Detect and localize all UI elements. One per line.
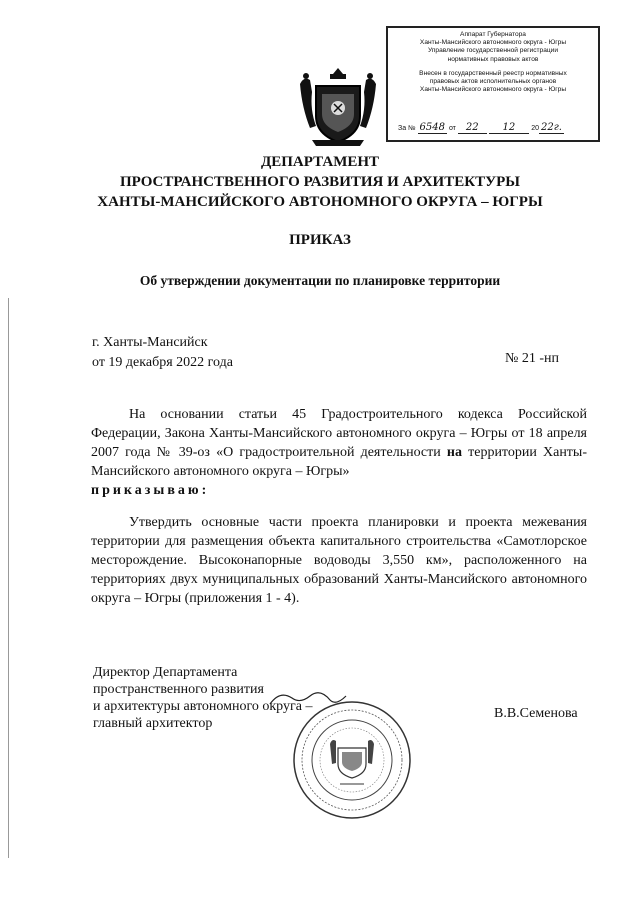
dept-line-2: ПРОСТРАНСТВЕННОГО РАЗВИТИЯ И АРХИТЕКТУРЫ	[119, 174, 521, 190]
reg-year-prefix: 20	[531, 124, 540, 132]
position-line-3: и архитектуры автономного округа –	[93, 699, 313, 714]
dept-line-3: ХАНТЫ-МАНСИЙСКОГО АВТОНОМНОГО ОКРУГА – ЮГРЫ	[97, 194, 543, 210]
stamp-line: Аппарат Губернатора	[460, 31, 526, 38]
place-date	[92, 333, 233, 373]
registration-stamp	[386, 26, 600, 142]
order-date: от 19 декабря 2022 года	[92, 355, 233, 370]
official-seal-icon	[290, 698, 414, 822]
stamp-registration-line	[398, 121, 592, 133]
reg-number: 6548	[419, 121, 445, 133]
stamp-line: Управление государственной регистрации	[427, 47, 559, 55]
preamble-paragraph	[91, 405, 587, 500]
order-paragraph: Утвердить основные части проекта планировки и проекта межевания территории для размещения объекта капитального строительства «Самотлорское месторождение. Высоконапорные водоводы 3,550 км», расположенного на территориях двух муниципальных образований Ханты-Мансийского автономного округа – Югры (приложения 1 - 4).	[91, 515, 587, 606]
preamble-bold-word: на	[446, 445, 462, 460]
stamp-line: Ханты-Мансийского автономного округа - Югры	[419, 39, 567, 47]
stamp-line: правовых актов исполнительных органов	[429, 78, 557, 86]
order-number: № 21 -нп	[505, 351, 560, 366]
document-subject: Об утверждении документации по планировке территории	[139, 273, 501, 288]
document-type: ПРИКАЗ	[289, 232, 351, 248]
reg-year: 22г.	[541, 121, 562, 133]
preamble-tail: территории Ханты-Мансийского автономного округа – Югры»	[91, 445, 587, 479]
stamp-line: Внесен в государственный реестр нормативных	[419, 69, 567, 77]
department-title	[0, 152, 640, 212]
reg-prefix: За №	[398, 124, 416, 132]
position-line-2: пространственного развития	[93, 682, 264, 697]
stamp-line: нормативных правовых актов	[447, 55, 539, 63]
dept-line-1: ДЕПАРТАМЕНТ	[260, 154, 380, 170]
reg-ot: от	[448, 124, 456, 132]
reg-month: 12	[489, 122, 530, 134]
position-line-4: главный архитектор	[93, 716, 213, 731]
city: г. Ханты-Мансийск	[92, 335, 208, 350]
position-line-1: Директор Департамента	[93, 665, 238, 680]
signatory-name: В.В.Семенова	[494, 706, 578, 721]
coat-of-arms-icon	[292, 64, 384, 148]
stamp-line: Ханты-Мансийского автономного округа - Югры	[419, 86, 567, 94]
order-word: приказываю:	[91, 483, 210, 498]
reg-day: 22	[458, 122, 487, 134]
preamble-text: На основании статьи 45 Градостроительного кодекса Российской Федерации, Закона Ханты-Мансийского автономного округа – Югры от 18 апреля 2007 года № 39-оз «О градостроительной деятельности	[91, 407, 587, 460]
scan-margin-line	[8, 298, 9, 858]
